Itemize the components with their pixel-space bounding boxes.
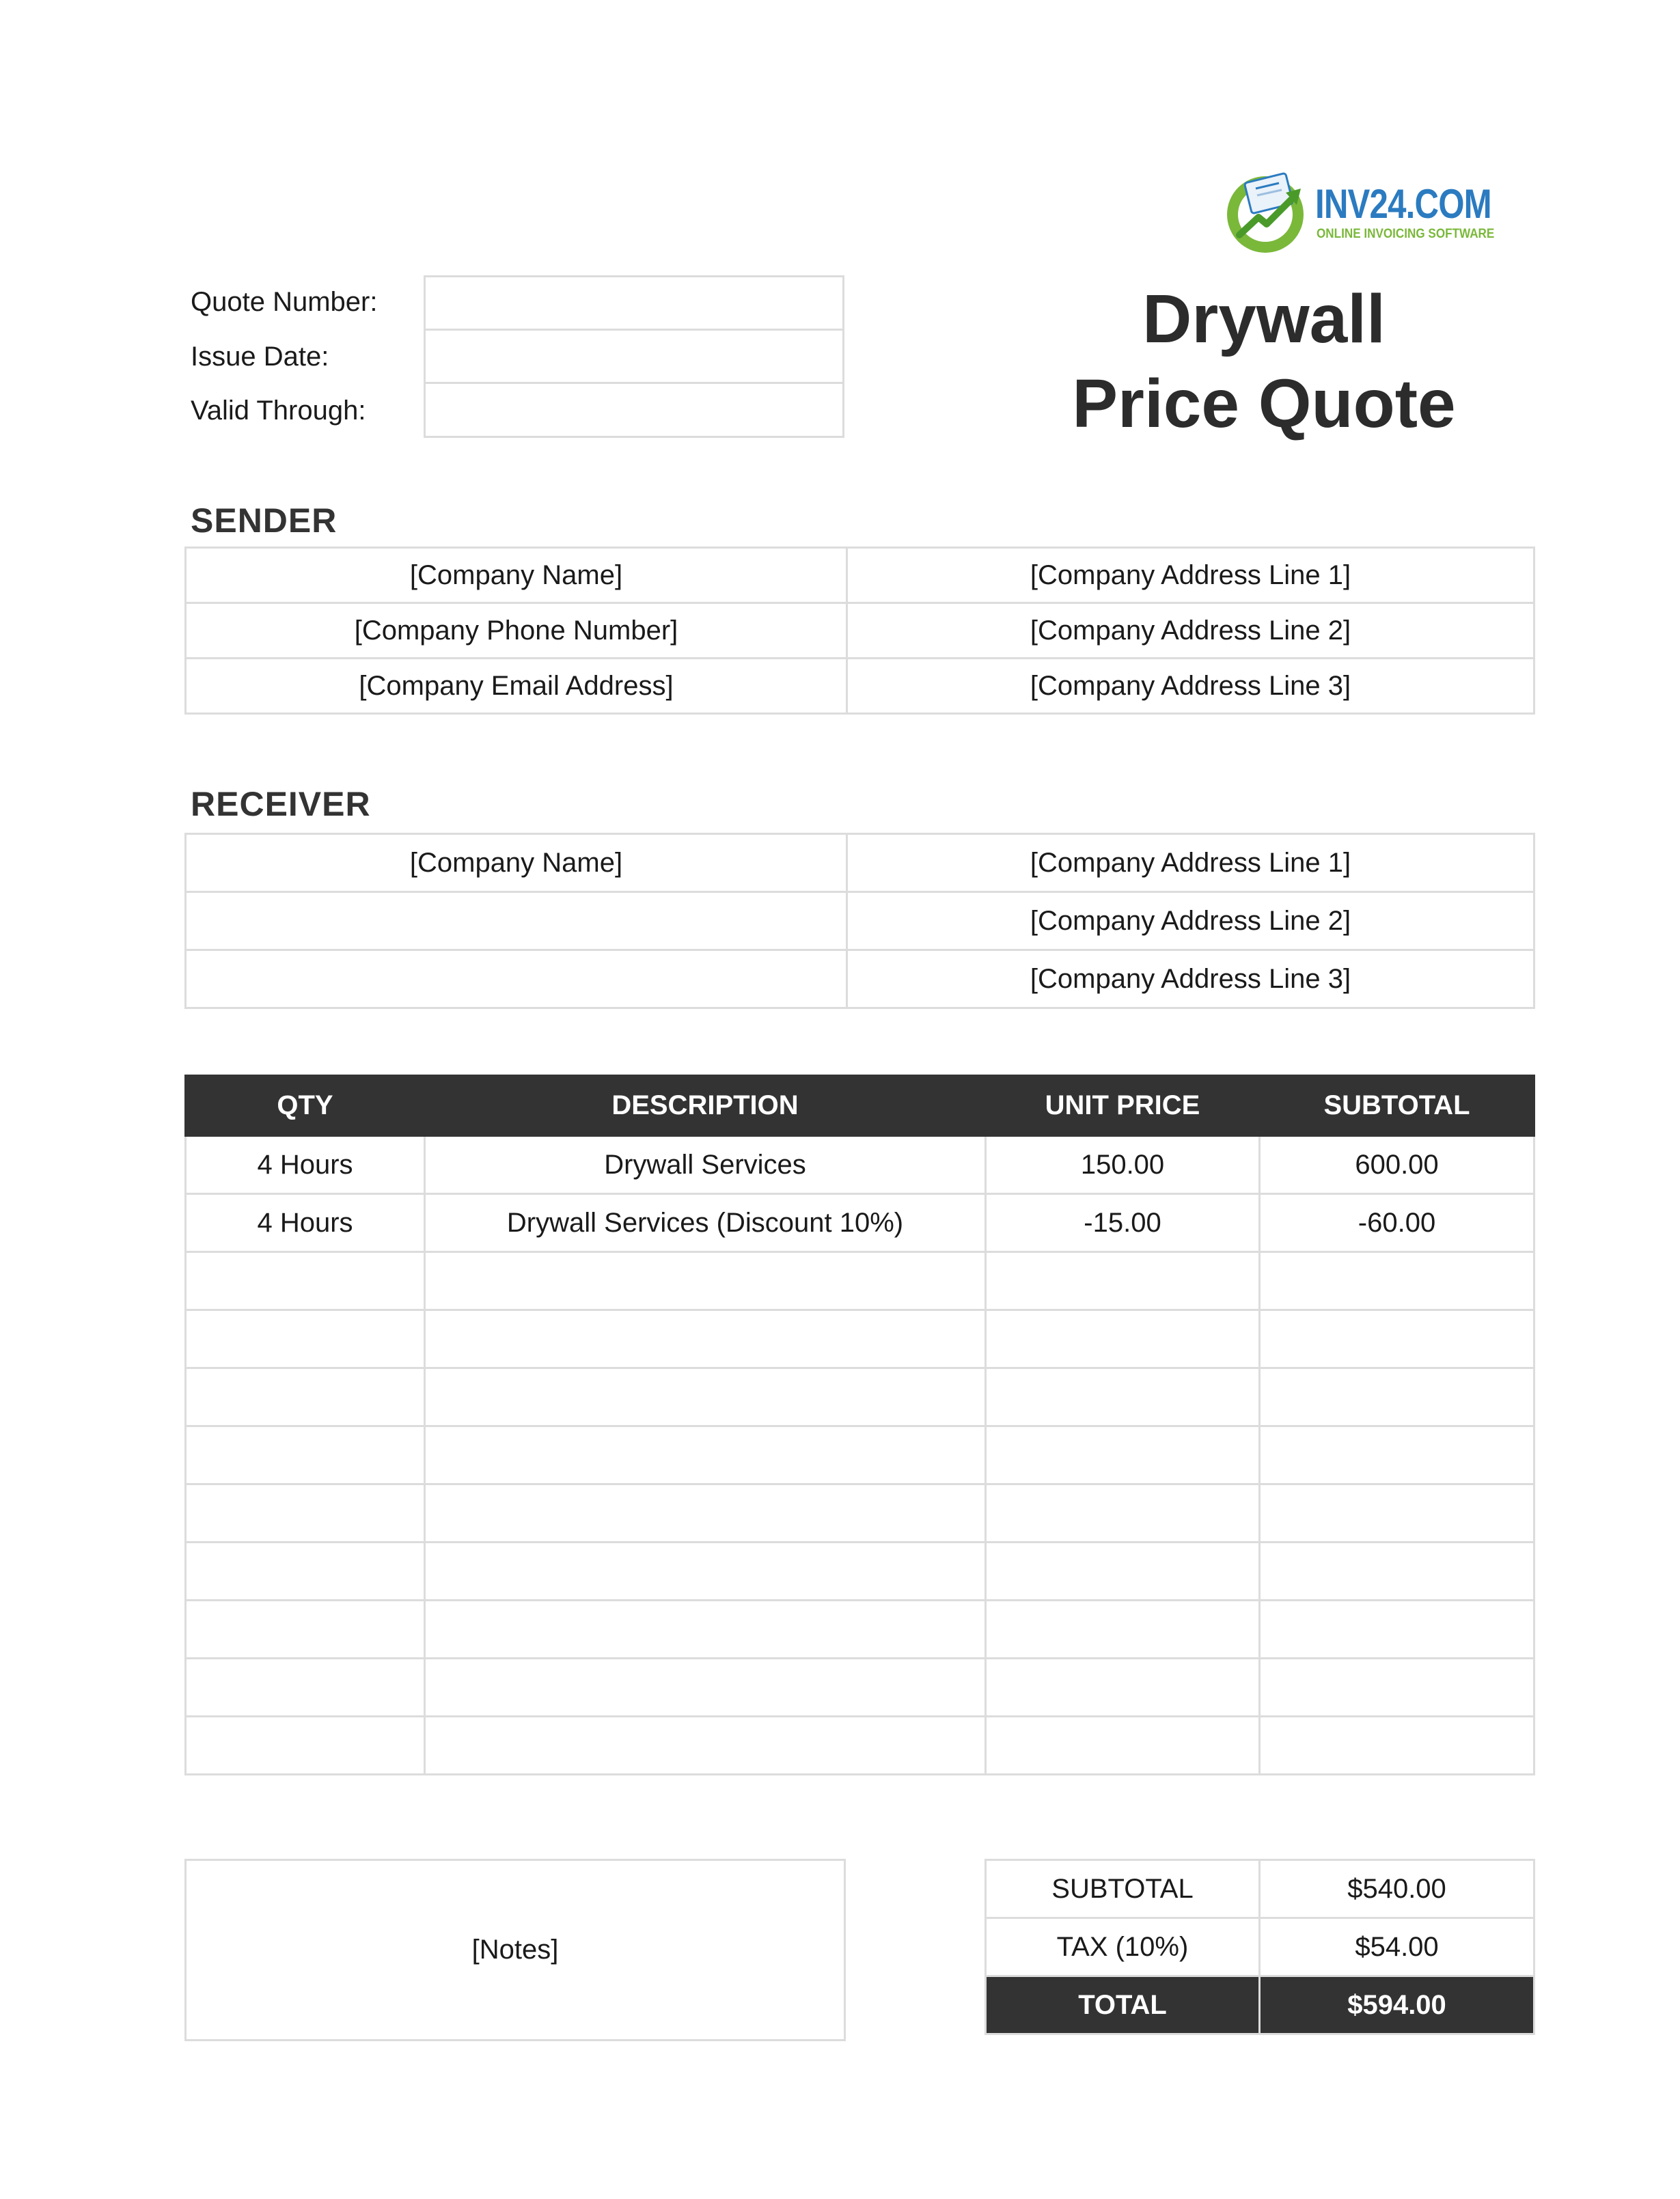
item-description-cell[interactable] — [425, 1368, 986, 1426]
item-description-cell[interactable] — [425, 1601, 986, 1659]
item-subtotal-cell[interactable] — [1260, 1426, 1534, 1484]
item-subtotal-cell[interactable] — [1260, 1717, 1534, 1775]
table-row — [186, 1601, 1534, 1659]
item-unit-price-cell[interactable] — [986, 1426, 1260, 1484]
total-value: $594.00 — [1260, 1976, 1534, 2034]
issue-date-label: Issue Date: — [191, 342, 329, 372]
item-qty-cell[interactable]: 4 Hours — [186, 1136, 425, 1194]
document-title — [1066, 277, 1462, 446]
receiver-address-line-2[interactable]: [Company Address Line 2] — [847, 892, 1534, 950]
item-qty-cell[interactable] — [186, 1252, 425, 1310]
valid-through-label: Valid Through: — [191, 396, 366, 426]
item-subtotal-cell[interactable] — [1260, 1543, 1534, 1601]
title-line-1: Drywall — [1142, 281, 1386, 357]
issue-date-field[interactable] — [426, 331, 842, 384]
table-row — [186, 892, 1534, 950]
item-unit-price-cell[interactable]: 150.00 — [986, 1136, 1260, 1194]
item-subtotal-cell[interactable] — [1260, 1310, 1534, 1368]
qty-column-header: QTY — [186, 1076, 425, 1136]
totals-table — [984, 1859, 1535, 2035]
inv24-logo — [1223, 168, 1495, 257]
receiver-heading: RECEIVER — [191, 785, 371, 823]
subtotal-value: $540.00 — [1260, 1860, 1534, 1918]
table-row — [186, 548, 1534, 603]
logo-brand-text: INV24.COM — [1315, 181, 1491, 227]
table-row — [186, 1543, 1534, 1601]
table-row — [186, 1484, 1534, 1543]
item-description-cell[interactable] — [425, 1252, 986, 1310]
item-description-cell[interactable] — [425, 1717, 986, 1775]
table-row — [186, 1310, 1534, 1368]
total-row — [986, 1976, 1534, 2034]
item-unit-price-cell[interactable] — [986, 1717, 1260, 1775]
table-row — [186, 1252, 1534, 1310]
sender-email[interactable]: [Company Email Address] — [186, 659, 847, 714]
table-row — [186, 950, 1534, 1008]
item-subtotal-cell[interactable] — [1260, 1484, 1534, 1543]
receiver-company-name[interactable]: [Company Name] — [186, 834, 847, 892]
item-subtotal-cell[interactable] — [1260, 1368, 1534, 1426]
quote-number-field[interactable] — [426, 277, 842, 331]
receiver-empty-cell[interactable] — [186, 950, 847, 1008]
item-unit-price-cell[interactable] — [986, 1543, 1260, 1601]
item-unit-price-cell[interactable]: -15.00 — [986, 1194, 1260, 1252]
sender-phone[interactable]: [Company Phone Number] — [186, 603, 847, 659]
item-qty-cell[interactable] — [186, 1426, 425, 1484]
sender-address-line-2[interactable]: [Company Address Line 2] — [847, 603, 1534, 659]
table-row — [186, 659, 1534, 714]
receiver-address-line-3[interactable]: [Company Address Line 3] — [847, 950, 1534, 1008]
subtotal-column-header: SUBTOTAL — [1260, 1076, 1534, 1136]
item-qty-cell[interactable] — [186, 1543, 425, 1601]
item-unit-price-cell[interactable] — [986, 1310, 1260, 1368]
item-description-cell[interactable] — [425, 1659, 986, 1717]
sender-address-line-1[interactable]: [Company Address Line 1] — [847, 548, 1534, 603]
invoice-arrow-logo-icon — [1223, 168, 1312, 257]
sender-company-name[interactable]: [Company Name] — [186, 548, 847, 603]
item-unit-price-cell[interactable] — [986, 1484, 1260, 1543]
item-qty-cell[interactable] — [186, 1717, 425, 1775]
unit-price-column-header: UNIT PRICE — [986, 1076, 1260, 1136]
item-qty-cell[interactable] — [186, 1601, 425, 1659]
item-subtotal-cell[interactable]: -60.00 — [1260, 1194, 1534, 1252]
item-unit-price-cell[interactable] — [986, 1368, 1260, 1426]
quote-info-fields — [424, 275, 844, 438]
line-items-table — [184, 1075, 1535, 1775]
item-subtotal-cell[interactable] — [1260, 1659, 1534, 1717]
item-unit-price-cell[interactable] — [986, 1659, 1260, 1717]
total-label: TOTAL — [986, 1976, 1260, 2034]
table-row — [186, 1659, 1534, 1717]
valid-through-field[interactable] — [426, 384, 842, 437]
receiver-address-line-1[interactable]: [Company Address Line 1] — [847, 834, 1534, 892]
items-header-row — [186, 1076, 1534, 1136]
item-subtotal-cell[interactable]: 600.00 — [1260, 1136, 1534, 1194]
table-row — [186, 1717, 1534, 1775]
receiver-table — [184, 833, 1535, 1009]
table-row — [186, 1426, 1534, 1484]
table-row — [186, 1194, 1534, 1252]
quote-number-label: Quote Number: — [191, 287, 378, 317]
item-description-cell[interactable] — [425, 1426, 986, 1484]
tax-value: $54.00 — [1260, 1918, 1534, 1976]
item-subtotal-cell[interactable] — [1260, 1252, 1534, 1310]
tax-label: TAX (10%) — [986, 1918, 1260, 1976]
notes-box[interactable]: [Notes] — [184, 1859, 846, 2041]
item-qty-cell[interactable] — [186, 1368, 425, 1426]
sender-heading: SENDER — [191, 501, 338, 540]
item-description-cell[interactable]: Drywall Services — [425, 1136, 986, 1194]
item-description-cell[interactable] — [425, 1310, 986, 1368]
item-description-cell[interactable] — [425, 1484, 986, 1543]
receiver-empty-cell[interactable] — [186, 892, 847, 950]
subtotal-label: SUBTOTAL — [986, 1860, 1260, 1918]
table-row — [986, 1860, 1534, 1918]
item-description-cell[interactable] — [425, 1543, 986, 1601]
table-row — [186, 834, 1534, 892]
table-row — [186, 1368, 1534, 1426]
item-qty-cell[interactable] — [186, 1310, 425, 1368]
table-row — [986, 1918, 1534, 1976]
title-line-2: Price Quote — [1072, 365, 1456, 442]
table-row — [186, 603, 1534, 659]
logo-tagline: ONLINE INVOICING SOFTWARE — [1317, 227, 1495, 241]
item-unit-price-cell[interactable] — [986, 1601, 1260, 1659]
item-unit-price-cell[interactable] — [986, 1252, 1260, 1310]
table-row — [186, 1136, 1534, 1194]
item-subtotal-cell[interactable] — [1260, 1601, 1534, 1659]
sender-address-line-3[interactable]: [Company Address Line 3] — [847, 659, 1534, 714]
sender-table — [184, 547, 1535, 715]
description-column-header: DESCRIPTION — [425, 1076, 986, 1136]
item-qty-cell[interactable]: 4 Hours — [186, 1194, 425, 1252]
item-qty-cell[interactable] — [186, 1484, 425, 1543]
item-description-cell[interactable]: Drywall Services (Discount 10%) — [425, 1194, 986, 1252]
items-body — [186, 1136, 1534, 1775]
item-qty-cell[interactable] — [186, 1659, 425, 1717]
